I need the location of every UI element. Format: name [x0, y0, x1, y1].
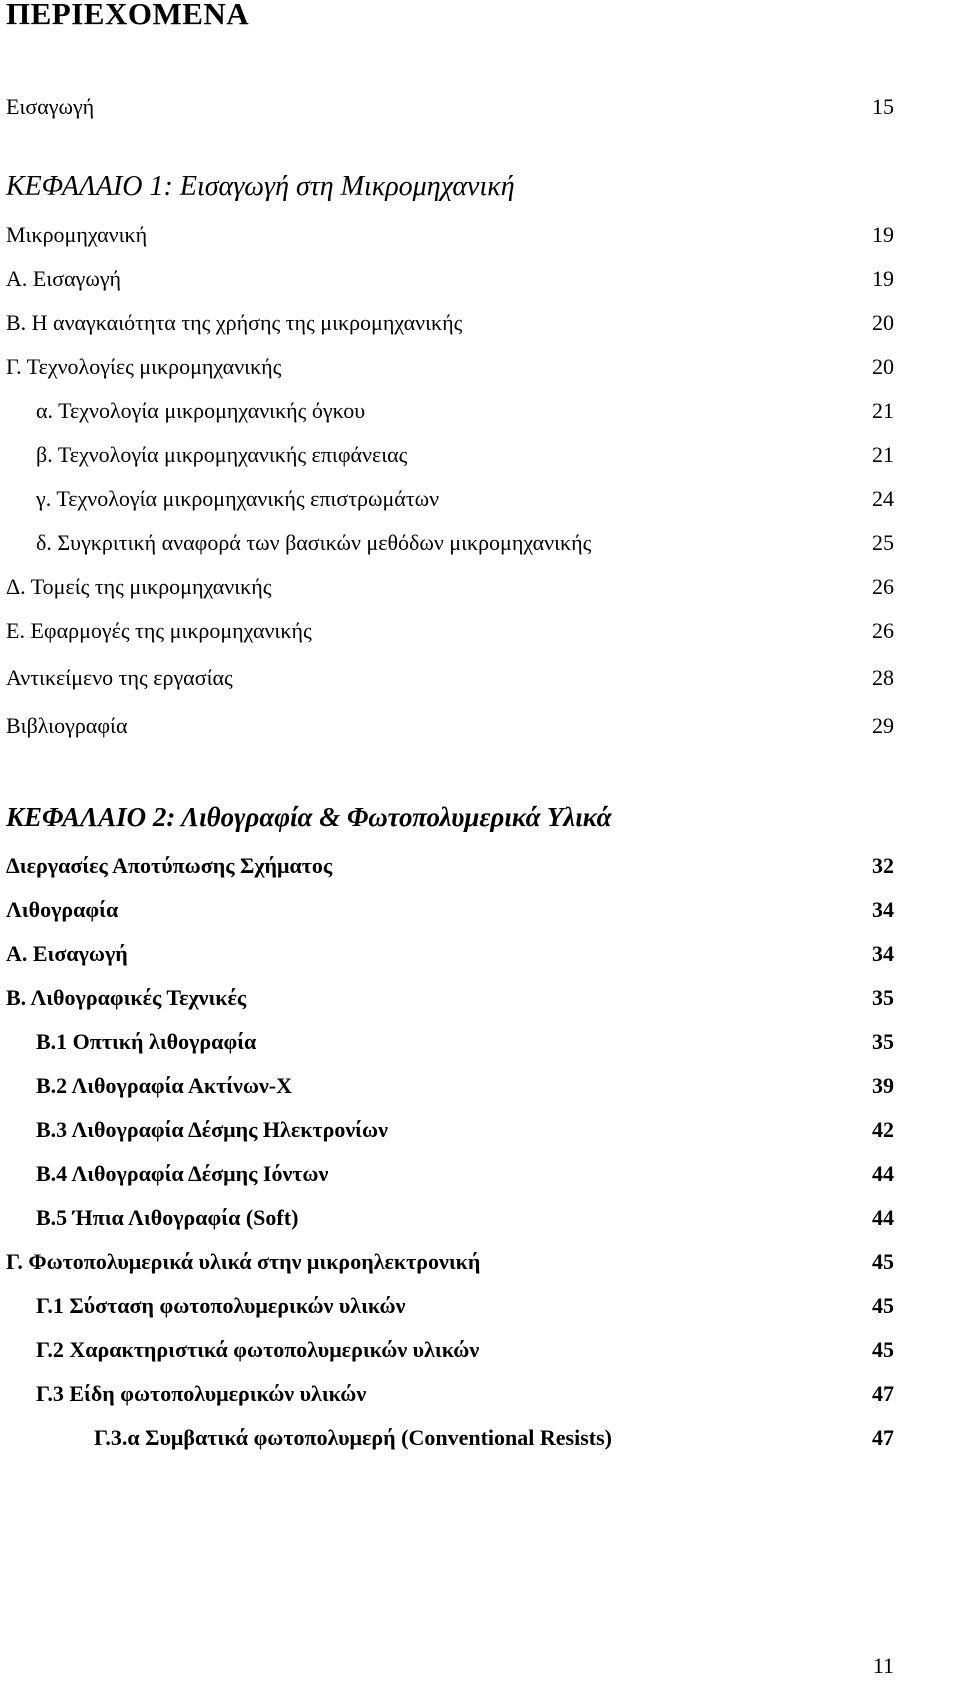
toc-entry-label: Β. Η αναγκαιότητα της χρήσης της μικρομηχανικής — [6, 310, 463, 335]
toc-entry[interactable] — [0, 264, 960, 294]
toc-entry-page: 42 — [872, 1117, 894, 1142]
toc-entry-page: 20 — [872, 310, 894, 335]
toc-entry-page: 44 — [872, 1205, 894, 1230]
toc-entry[interactable] — [0, 220, 960, 250]
toc-entry-label: β. Τεχνολογία μικρομηχανικής επιφάνειας — [36, 442, 408, 467]
toc-entry-page: 28 — [872, 665, 894, 690]
toc-entry-page: 20 — [872, 354, 894, 379]
toc-entry[interactable] — [0, 1159, 960, 1189]
toc-entry-page: 47 — [872, 1425, 894, 1450]
toc-entry-page: 19 — [872, 266, 894, 291]
toc-entry-label: Γ. Τεχνολογίες μικρομηχανικής — [6, 354, 282, 379]
toc-entry-label: Α. Εισαγωγή — [6, 941, 128, 966]
toc-entry[interactable] — [0, 1291, 960, 1321]
toc-entry[interactable] — [0, 440, 960, 470]
toc-entry-page: 47 — [872, 1381, 894, 1406]
toc-entry[interactable] — [0, 396, 960, 426]
toc-entry-page: 15 — [872, 94, 894, 119]
toc-entry-label: Γ.2 Χαρακτηριστικά φωτοπολυμερικών υλικών — [36, 1337, 480, 1362]
toc-entry-page: 35 — [872, 1029, 894, 1054]
toc-entry-label: δ. Συγκριτική αναφορά των βασικών μεθόδων μικρομηχανικής — [36, 530, 592, 555]
toc-entry-label: γ. Τεχνολογία μικρομηχανικής επιστρωμάτων — [36, 486, 440, 511]
chapter-2-heading: ΚΕΦΑΛΑΙΟ 2: Λιθογραφία & Φωτοπολυμερικά Υλικά — [6, 802, 612, 832]
toc-entry-label: Λιθογραφία — [6, 897, 119, 922]
toc-entry-page: 29 — [872, 713, 894, 738]
toc-entry-page: 39 — [872, 1073, 894, 1098]
toc-entry-page: 44 — [872, 1161, 894, 1186]
toc-entry-label: Αντικείμενο της εργασίας — [6, 665, 233, 690]
toc-entry-page: 45 — [872, 1293, 894, 1318]
toc-entry[interactable] — [0, 1027, 960, 1057]
toc-entry[interactable] — [0, 1115, 960, 1145]
toc-entry-page: 21 — [872, 442, 894, 467]
toc-entry-label: Β.2 Λιθογραφία Ακτίνων-Χ — [36, 1073, 293, 1098]
page-number: 11 — [872, 1653, 894, 1678]
toc-entry-label: Μικρομηχανική — [6, 222, 148, 247]
toc-entry-label: Γ.1 Σύσταση φωτοπολυμερικών υλικών — [36, 1293, 406, 1318]
toc-entry-page: 34 — [872, 897, 894, 922]
toc-entry[interactable] — [0, 572, 960, 602]
toc-entry-page: 34 — [872, 941, 894, 966]
toc-entry[interactable] — [0, 939, 960, 969]
toc-entry-label: Βιβλιογραφία — [6, 713, 128, 738]
toc-entry-page: 21 — [872, 398, 894, 423]
toc-entry-page: 24 — [872, 486, 894, 511]
toc-entry[interactable] — [0, 1203, 960, 1233]
toc-entry-label: Γ.3 Είδη φωτοπολυμερικών υλικών — [36, 1381, 367, 1406]
toc-entry[interactable] — [0, 616, 960, 646]
toc-entry-page: 45 — [872, 1337, 894, 1362]
toc-entry-label: Διεργασίες Αποτύπωσης Σχήματος — [6, 853, 333, 878]
toc-entry[interactable] — [0, 1335, 960, 1365]
toc-entry-label: Β.5 Ήπια Λιθογραφία (Soft) — [36, 1205, 299, 1230]
toc-entry[interactable] — [0, 711, 960, 741]
toc-entry-page: 26 — [872, 618, 894, 643]
toc-entry[interactable] — [0, 352, 960, 382]
toc-entry-label: Γ. Φωτοπολυμερικά υλικά στην μικροηλεκτρονική — [6, 1249, 481, 1274]
toc-entry-page: 25 — [872, 530, 894, 555]
toc-entry-label: Ε. Εφαρμογές της μικρομηχανικής — [6, 618, 312, 643]
toc-entry-label: Δ. Τομείς της μικρομηχανικής — [6, 574, 272, 599]
toc-entry-page: 35 — [872, 985, 894, 1010]
toc-entry[interactable] — [0, 484, 960, 514]
toc-entry-label: Β. Λιθογραφικές Τεχνικές — [6, 985, 247, 1010]
toc-entry[interactable] — [0, 1379, 960, 1409]
page-title: ΠΕΡΙΕΧΟΜΕΝΑ — [6, 0, 250, 31]
toc-entry[interactable] — [0, 983, 960, 1013]
toc-entry-intro[interactable] — [0, 92, 960, 122]
toc-entry-label: α. Τεχνολογία μικρομηχανικής όγκου — [36, 398, 366, 423]
toc-entry[interactable] — [0, 851, 960, 881]
toc-entry[interactable] — [0, 308, 960, 338]
toc-entry-label: Β.1 Οπτική λιθογραφία — [36, 1029, 257, 1054]
toc-entry-page: 45 — [872, 1249, 894, 1274]
toc-entry[interactable] — [0, 1071, 960, 1101]
toc-entry[interactable] — [0, 1423, 960, 1453]
toc-entry[interactable] — [0, 663, 960, 693]
toc-entry-label: Α. Εισαγωγή — [6, 266, 122, 291]
toc-entry-label: Β.3 Λιθογραφία Δέσμης Ηλεκτρονίων — [36, 1117, 388, 1142]
toc-entry-page: 32 — [872, 853, 894, 878]
toc-entry-label: Β.4 Λιθογραφία Δέσμης Ιόντων — [36, 1161, 329, 1186]
toc-entry-label: Γ.3.α Συμβατικά φωτοπολυμερή (Conventional Resists) — [94, 1425, 612, 1450]
toc-entry-label: Εισαγωγή — [6, 94, 95, 119]
toc-entry[interactable] — [0, 1247, 960, 1277]
toc-entry[interactable] — [0, 528, 960, 558]
toc-entry-page: 19 — [872, 222, 894, 247]
toc-entry-page: 26 — [872, 574, 894, 599]
toc-entry[interactable] — [0, 895, 960, 925]
chapter-1-heading: ΚΕΦΑΛΑΙΟ 1: Εισαγωγή στη Μικρομηχανική — [6, 171, 515, 202]
